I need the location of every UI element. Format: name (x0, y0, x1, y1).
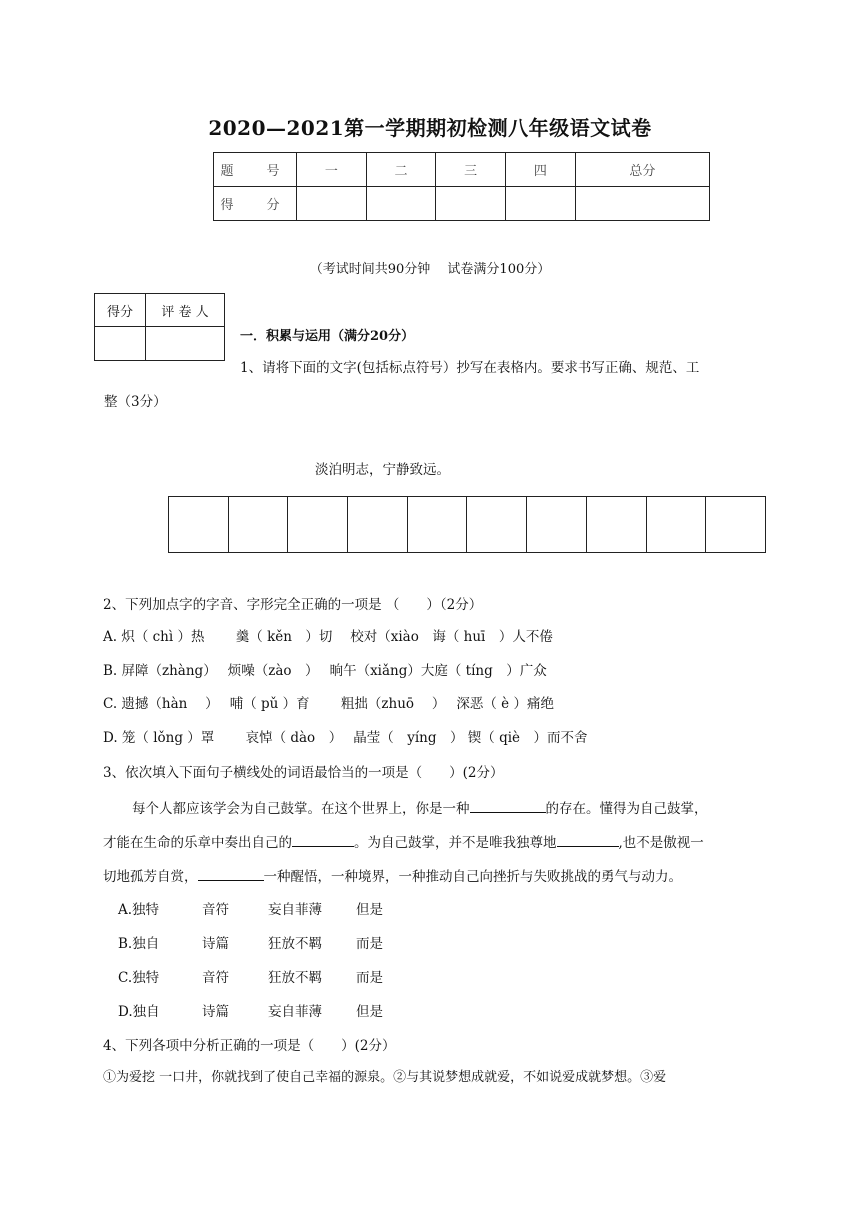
option-letter-word: A.独特 (118, 902, 160, 918)
score-input-cell[interactable] (506, 187, 576, 221)
option-word: 而是 (356, 936, 383, 952)
option-word: 诗篇 (202, 936, 229, 952)
score-table-score-row (214, 187, 710, 221)
copy-grid-cell[interactable] (288, 497, 348, 553)
score-input-cell[interactable] (297, 187, 367, 221)
section-heading: 一．积累与运用（满分20分） (240, 329, 415, 344)
q3-option-a (118, 900, 383, 920)
option-word: 狂放不羁 (268, 936, 322, 952)
q3-passage-text: ,也不是傲视一 (618, 835, 704, 851)
score-table-cell: 一 (297, 153, 367, 187)
score-table-cell: 总分 (575, 153, 709, 187)
option-letter-word: C.独特 (118, 970, 160, 986)
q3-stem: 3、依次填入下面句子横线处的词语最恰当的一项是（ ）(2分） (103, 765, 504, 781)
exam-time-note: （考试时间共90分钟 试卷满分100分） (309, 262, 551, 277)
copy-grid-cell[interactable] (586, 497, 646, 553)
grader-score-cell[interactable] (95, 327, 146, 361)
grader-table (94, 293, 225, 361)
q3-passage-text: 才能在生命的乐章中奏出自己的 (103, 835, 292, 851)
score-table (213, 152, 710, 221)
fill-blank[interactable] (198, 866, 264, 881)
q3-option-c (118, 968, 383, 988)
copy-grid-cell[interactable] (228, 497, 288, 553)
option-word: 而是 (356, 970, 383, 986)
grader-reviewer-cell[interactable] (146, 327, 225, 361)
option-word: 妄自菲薄 (268, 1004, 322, 1020)
grader-reviewer-label: 评 卷 人 (146, 294, 225, 327)
option-letter-word: B.独自 (118, 936, 160, 952)
q2-option-c: C. 遗撼（hàn ） 哺（ pǔ ）育 粗拙（zhuō ） 深恶（ è ）痛绝 (103, 696, 554, 712)
fill-blank[interactable] (292, 832, 354, 847)
score-table-header-row (214, 153, 710, 187)
grader-score-label: 得分 (95, 294, 146, 327)
score-table-cell: 四 (506, 153, 576, 187)
q3-passage-text: 。为自己鼓掌，并不是唯我独尊地 (354, 835, 557, 851)
fill-blank[interactable] (557, 832, 619, 847)
q3-passage-text: 每个人都应该学会为自己鼓掌。在这个世界上，你是一种 (132, 801, 470, 817)
exam-title: 2020—2021第一学期期初检测八年级语文试卷 (208, 116, 652, 140)
q2-option-a: A. 炽（ chì ）热 羹（ kěn ）切 校对（xiào 诲（ huī ）人不倦 (103, 629, 553, 645)
q2-option-b: B. 屏障（zhàng） 烦噪（zào ） 晌午（xiǎng）大庭（ tíng ）广众 (103, 663, 547, 679)
q3-option-d (118, 1002, 383, 1022)
q3-passage-line1 (132, 798, 708, 819)
option-word: 但是 (356, 1004, 383, 1020)
q2-option-d: D. 笼（ lǒng ）罩 哀悼（ dào ） 晶莹（ yíng ） 锲（ qiè ）而不舍 (103, 730, 588, 746)
q3-passage-line2 (103, 832, 704, 853)
option-word: 狂放不羁 (268, 970, 322, 986)
copy-grid-cell[interactable] (527, 497, 587, 553)
copy-grid-cell[interactable] (646, 497, 706, 553)
q1-instruction-line2: 整（3分） (104, 394, 167, 410)
score-table-cell: 题 号 (214, 153, 297, 187)
option-word: 妄自菲薄 (268, 902, 322, 918)
q3-passage-line3 (103, 866, 682, 887)
q1-copy-text: 淡泊明志，宁静致远。 (315, 462, 450, 478)
q4-stem: 4、下列各项中分析正确的一项是（ ）(2分） (103, 1038, 396, 1054)
option-word: 诗篇 (202, 1004, 229, 1020)
q3-passage-text: 切地孤芳自赏， (103, 869, 198, 885)
q1-instruction-line1: 1、请将下面的文字(包括标点符号）抄写在表格内。要求书写正确、规范、工 (240, 360, 700, 376)
copy-grid-cell[interactable] (706, 497, 766, 553)
option-letter-word: D.独自 (118, 1004, 160, 1020)
fill-blank[interactable] (470, 798, 546, 813)
score-table-cell: 二 (366, 153, 436, 187)
score-input-cell[interactable] (436, 187, 506, 221)
q2-stem: 2、下列加点字的字音、字形完全正确的一项是 （ ）（2分） (103, 597, 483, 613)
q3-option-b (118, 934, 383, 954)
score-table-cell: 得 分 (214, 187, 297, 221)
score-table-cell: 三 (436, 153, 506, 187)
score-input-cell[interactable] (575, 187, 709, 221)
copy-grid-cell[interactable] (467, 497, 527, 553)
q3-passage-text: 一种醒悟，一种境界，一种推动自己向挫折与失败挑战的勇气与动力。 (263, 869, 682, 885)
copy-grid (168, 496, 766, 553)
score-input-cell[interactable] (366, 187, 436, 221)
copy-grid-cell[interactable] (169, 497, 229, 553)
q4-line1: ①为爱挖 一口井，你就找到了使自己幸福的源泉。②与其说梦想成就爱，不如说爱成就梦想。③爱 (103, 1070, 667, 1085)
copy-grid-cell[interactable] (348, 497, 408, 553)
option-word: 音符 (202, 902, 229, 918)
copy-grid-cell[interactable] (407, 497, 467, 553)
q3-passage-text: 的存在。懂得为自己鼓掌， (545, 801, 708, 817)
option-word: 音符 (202, 970, 229, 986)
option-word: 但是 (356, 902, 383, 918)
